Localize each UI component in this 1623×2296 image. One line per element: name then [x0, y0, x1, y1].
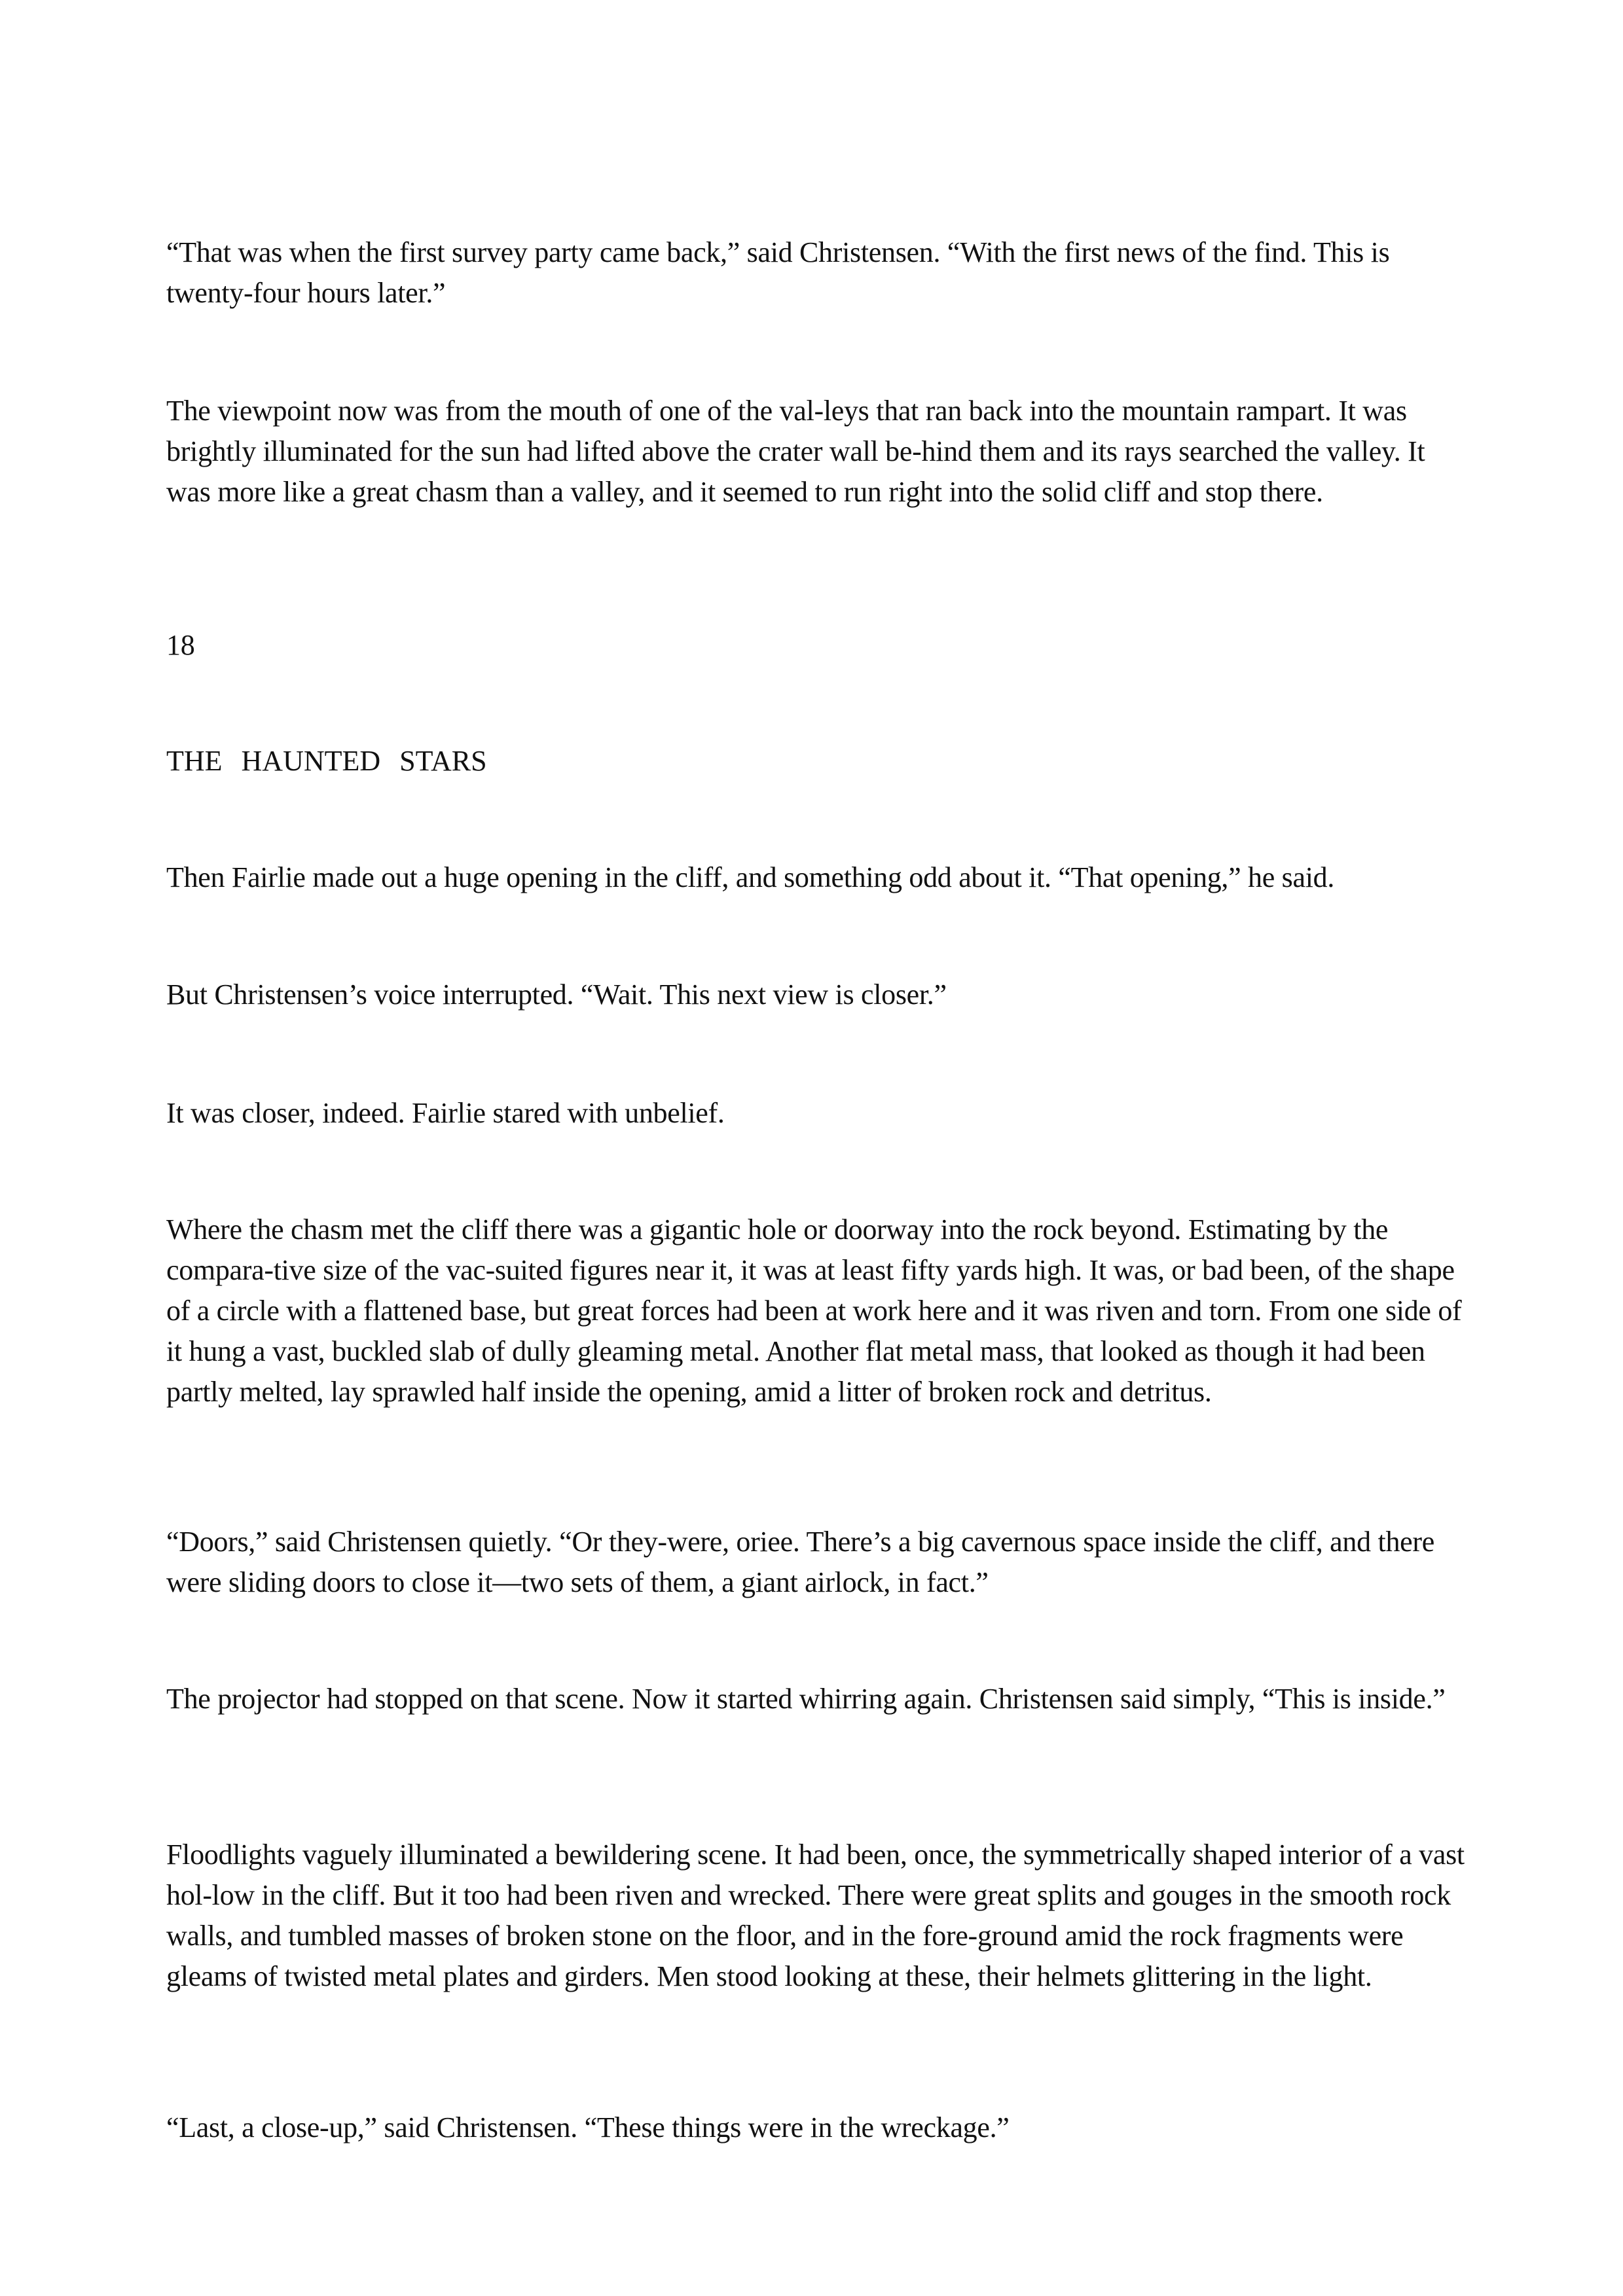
paragraph-survey-party: “That was when the first survey party came back,” said Christensen. “With the first news of the find. This is twenty-four hours later.”	[166, 236, 1390, 309]
paragraph-projector: The projector had stopped on that scene. Now it started whirring again. Christensen said simply, “This is inside.”	[166, 1683, 1446, 1715]
page-number: 18	[166, 629, 195, 661]
running-header: THE HAUNTED STARS	[166, 745, 487, 777]
paragraph-interrupted: But Christensen’s voice interrupted. “Wait. This next view is closer.”	[166, 978, 947, 1011]
paragraph-floodlights: Floodlights vaguely illuminated a bewildering scene. It had been, once, the symmetrically shaped interior of a vast hol-low in the cliff. But it too had been riven and wrecked. There were great splits and gouges in the smooth rock walls, and tumbled masses of broken stone on the floor, and in the fore-ground amid the rock fragments were gleams of twisted metal plates and girders. Men stood looking at these, their helmets glittering in the light.	[166, 1839, 1465, 1992]
paragraph-doors: “Doors,” said Christensen quietly. “Or they-were, oriee. There’s a big cavernous space inside the cliff, and there were sliding doors to close it—two sets of them, a giant airlock, in fact.”	[166, 1526, 1434, 1598]
paragraph-closer: It was closer, indeed. Fairlie stared with unbelief.	[166, 1097, 725, 1129]
paragraph-opening: Then Fairlie made out a huge opening in the cliff, and something odd about it. “That opening,” he said.	[166, 861, 1335, 893]
paragraph-viewpoint: The viewpoint now was from the mouth of one of the val-leys that ran back into the mountain rampart. It was brightly illuminated for the sun had lifted above the crater wall be-hind them and its rays searched the valley. It was more like a great chasm than a valley, and it seemed to run right into the solid cliff and stop there.	[166, 395, 1425, 508]
paragraph-chasm: Where the chasm met the cliff there was a gigantic hole or doorway into the rock beyond. Estimating by the compara-tive size of the vac-suited figures near it, it was at least fifty yards high. It was, or bad been, of the shape of a circle with a flattened base, but great forces had been at work here and it was riven and torn. From one side of it hung a vast, buckled slab of dully gleaming metal. Another flat metal mass, that looked as though it had been partly melted, lay sprawled half inside the opening, amid a litter of broken rock and detritus.	[166, 1213, 1462, 1408]
paragraph-close-up: “Last, a close-up,” said Christensen. “These things were in the wreckage.”	[166, 2111, 1010, 2144]
